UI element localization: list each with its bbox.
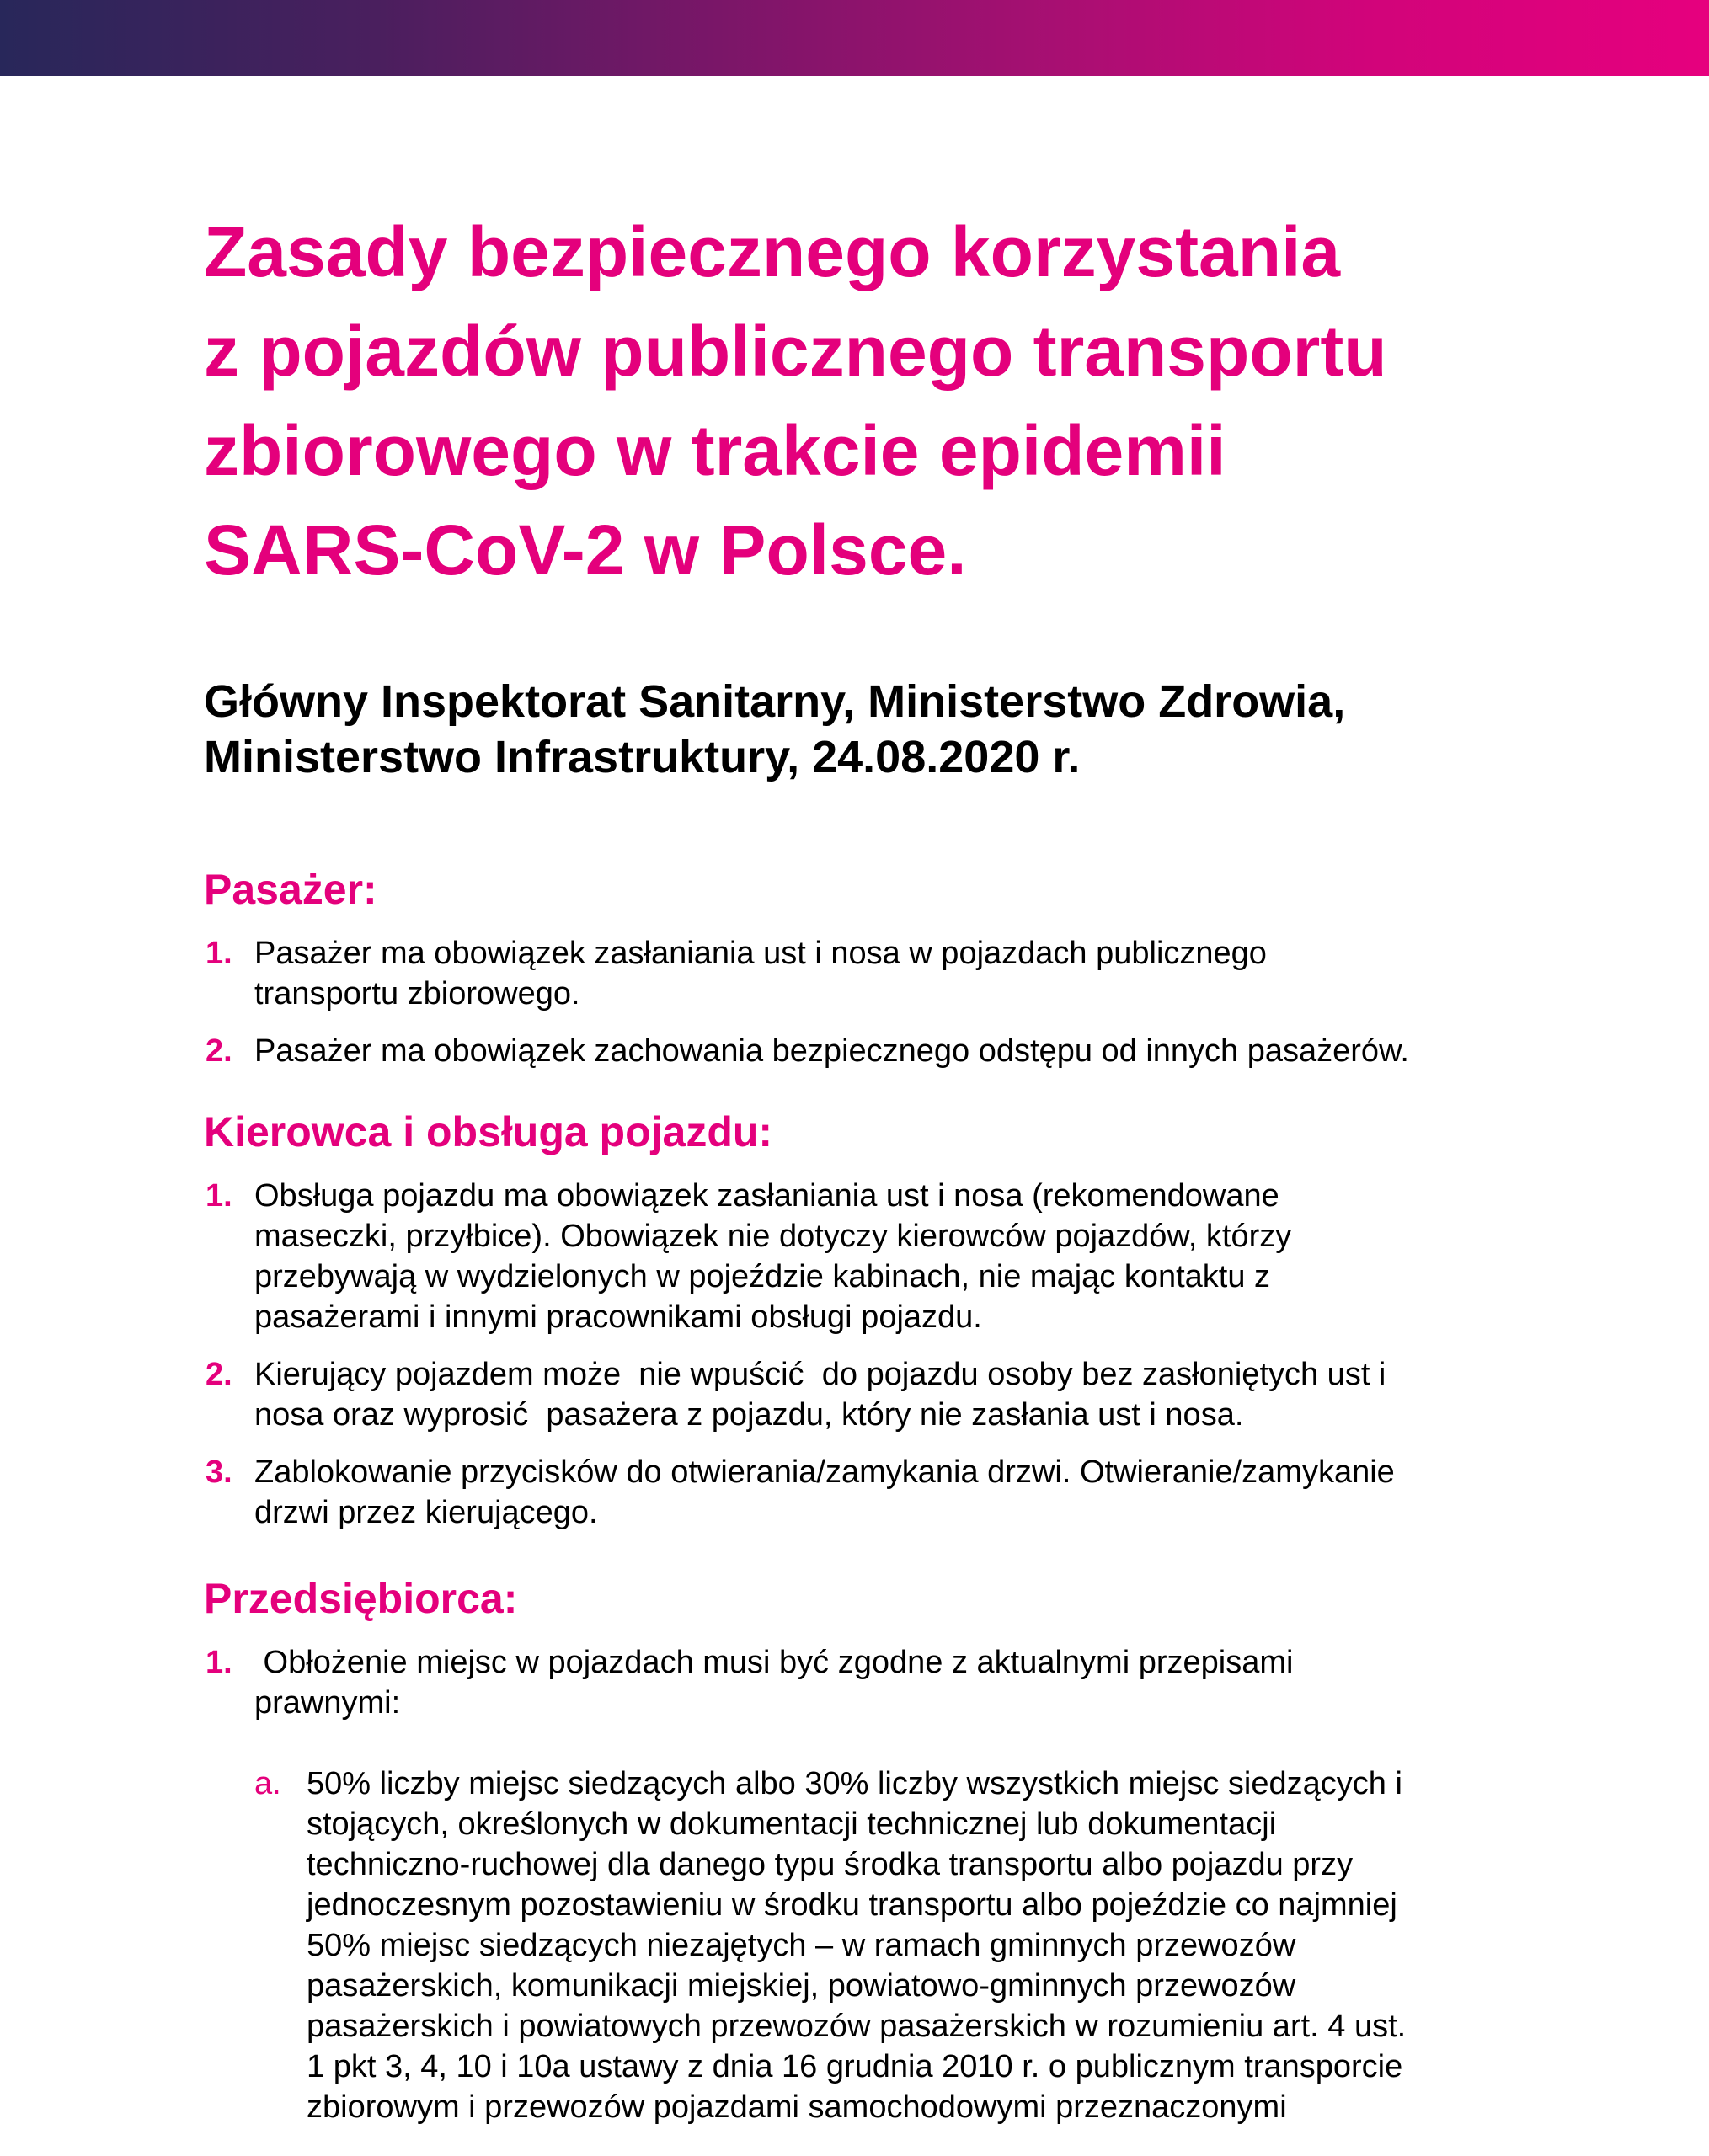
list-item-text: [254, 1031, 1585, 1071]
text-line: Zablokowanie przycisków do otwierania/zamykania drzwi. Otwieranie/zamykanie: [254, 1454, 1395, 1490]
sub-list-item-text: [307, 1764, 1585, 2127]
list-number: 1.: [206, 1178, 232, 1214]
text-line: Obłożenie miejsc w pojazdach musi być zgodne z aktualnymi przepisami: [254, 1645, 1294, 1680]
text-line: 1 pkt 3, 4, 10 i 10a ustawy z dnia 16 grudnia 2010 r. o publicznym transporcie: [307, 2049, 1403, 2084]
title-line: z pojazdów publicznego transportu: [204, 312, 1387, 391]
list-item: [204, 1452, 1585, 1533]
list-item: [204, 933, 1585, 1014]
driver-rules-list: [204, 1176, 1585, 1533]
text-line: przebywają w wydzielonych w pojeździe kabinach, nie mając kontaktu z: [254, 1259, 1271, 1294]
list-item-text: [254, 1354, 1585, 1435]
passenger-rules-list: [204, 933, 1585, 1071]
document-authors-date: [204, 674, 1585, 785]
header-gradient-band: [0, 0, 1709, 76]
subtitle-line: Główny Inspektorat Sanitarny, Ministerstwo Zdrowia,: [204, 676, 1346, 727]
sub-list-item: [254, 1764, 1585, 2127]
text-line: prawnymi:: [254, 1685, 401, 1721]
text-line: pasażerskich, komunikacji miejskiej, powiatowo-gminnych przewozów: [307, 1968, 1296, 2004]
section-heading-driver-staff: Kierowca i obsługa pojazdu:: [204, 1108, 773, 1155]
text-line: nosa oraz wyprosić pasażera z pojazdu, który nie zasłania ust i nosa.: [254, 1397, 1244, 1433]
text-line: jednoczesnym pozostawieniu w środku transportu albo pojeździe co najmniej: [307, 1887, 1397, 1923]
title-line: zbiorowego w trakcie epidemii: [204, 411, 1226, 490]
section-heading-passenger: Pasażer:: [204, 866, 377, 913]
text-line: Obsługa pojazdu ma obowiązek zasłaniania ust i nosa (rekomendowane: [254, 1178, 1279, 1214]
text-line: 50% miejsc siedzących niezajętych – w ramach gminnych przewozów: [307, 1928, 1296, 1963]
title-line: SARS-CoV-2 w Polsce.: [204, 510, 967, 590]
list-item: [204, 1031, 1585, 1071]
list-number: 3.: [206, 1454, 232, 1490]
list-number: 2.: [206, 1033, 232, 1069]
list-item-text: [254, 933, 1585, 1014]
operator-rules-list: [204, 1642, 1585, 2127]
list-item-text: [254, 1452, 1585, 1533]
text-line: maseczki, przyłbice). Obowiązek nie dotyczy kierowców pojazdów, którzy: [254, 1219, 1292, 1254]
text-line: Kierujący pojazdem może nie wpuścić do pojazdu osoby bez zasłoniętych ust i: [254, 1357, 1386, 1392]
subtitle-line: Ministerstwo Infrastruktury, 24.08.2020 r.: [204, 732, 1081, 782]
list-item: [204, 1176, 1585, 1337]
list-number: 2.: [206, 1357, 232, 1392]
document-title: [204, 202, 1585, 600]
list-item-text: [254, 1176, 1585, 1337]
text-line: drzwi przez kierującego.: [254, 1495, 598, 1530]
title-line: Zasady bezpiecznego korzystania: [204, 212, 1341, 291]
text-line: zbiorowym i przewozów pojazdami samochodowymi przeznaczonymi: [307, 2089, 1287, 2125]
text-line: transportu zbiorowego.: [254, 976, 580, 1011]
text-line: pasażerskich i powiatowych przewozów pasażerskich w rozumieniu art. 4 ust.: [307, 2009, 1407, 2044]
operator-sub-list: [254, 1764, 1585, 2127]
text-line: techniczno-ruchowej dla danego typu środka transportu albo pojazdu przy: [307, 1847, 1354, 1882]
text-line: stojących, określonych w dokumentacji technicznej lub dokumentacji: [307, 1806, 1277, 1842]
sub-list-letter: a.: [254, 1766, 281, 1801]
section-heading-operator: Przedsiębiorca:: [204, 1575, 518, 1622]
text-line: pasażerami i innymi pracownikami obsługi pojazdu.: [254, 1299, 982, 1335]
list-item: [204, 1354, 1585, 1435]
text-line: Pasażer ma obowiązek zasłaniania ust i nosa w pojazdach publicznego: [254, 936, 1267, 971]
list-number: 1.: [206, 1645, 232, 1680]
text-line: 50% liczby miejsc siedzących albo 30% liczby wszystkich miejsc siedzących i: [307, 1766, 1402, 1801]
list-item-text: [254, 1642, 1585, 1723]
text-line: Pasażer ma obowiązek zachowania bezpiecznego odstępu od innych pasażerów.: [254, 1033, 1409, 1069]
document-body: [204, 202, 1585, 2144]
list-number: 1.: [206, 936, 232, 971]
list-item: [204, 1642, 1585, 2127]
